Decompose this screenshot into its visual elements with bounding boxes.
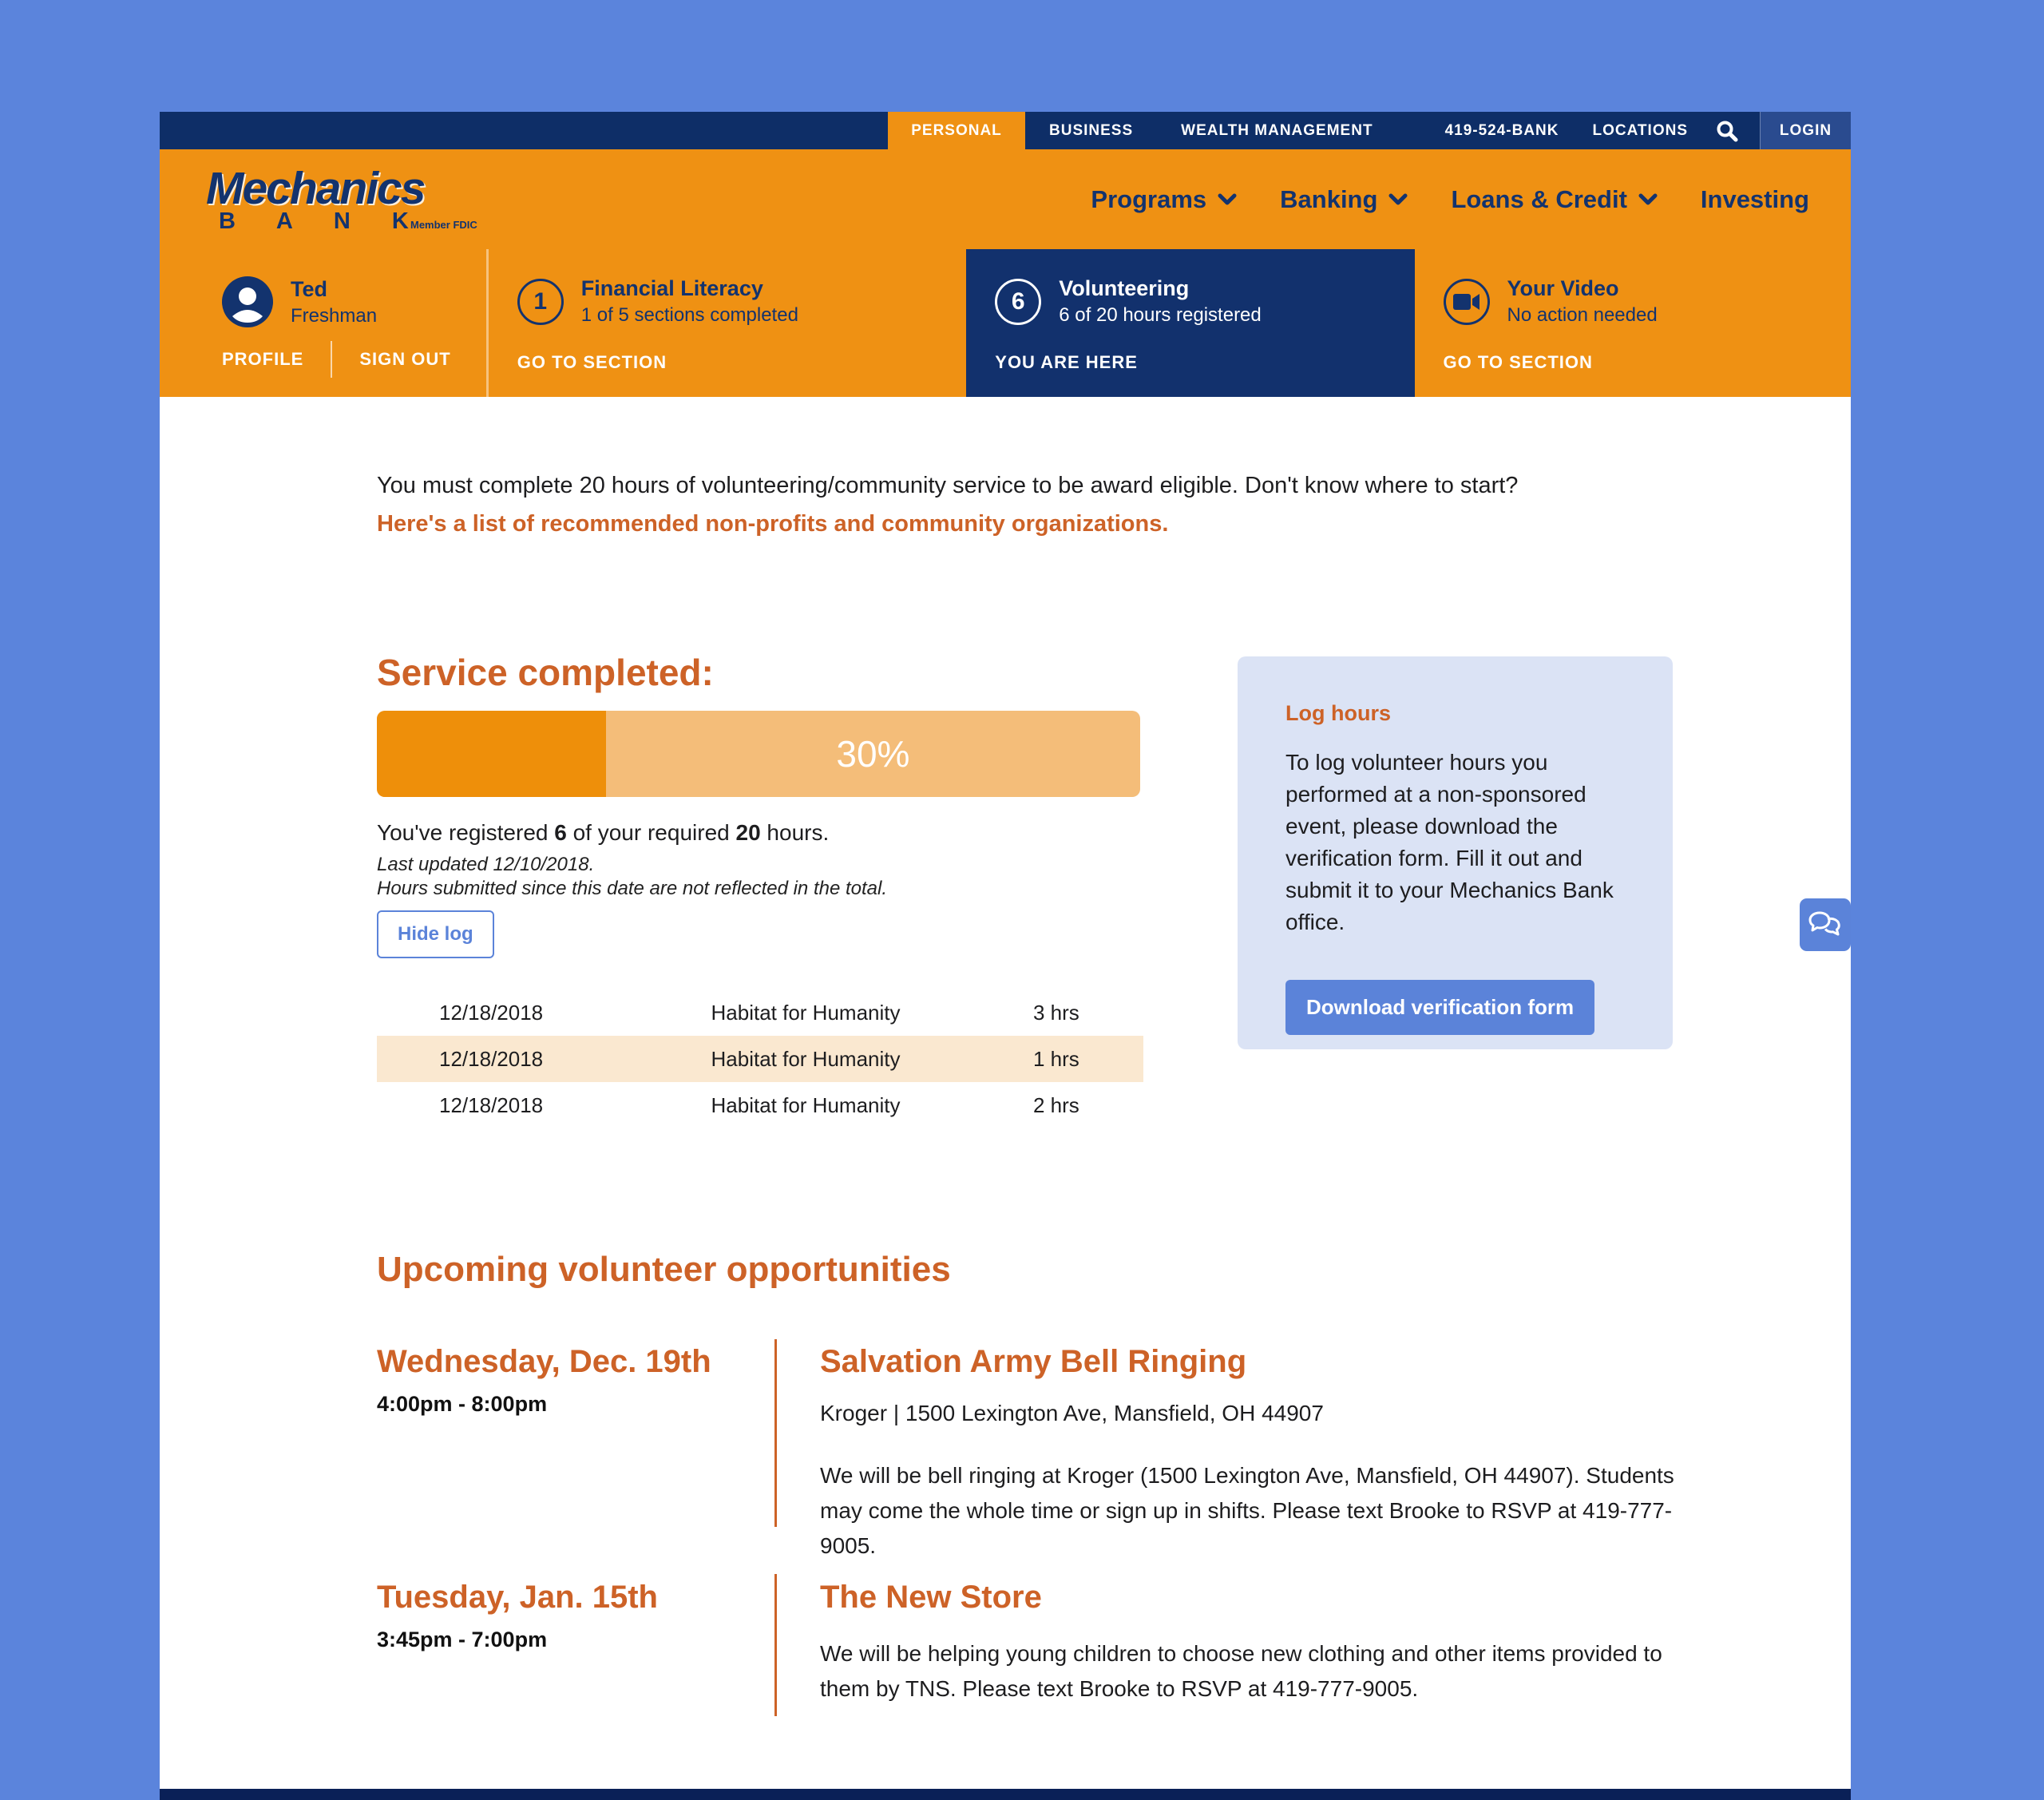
nav-investing[interactable]	[1701, 185, 1809, 214]
step-financial-literacy[interactable]	[486, 249, 967, 397]
upcoming-opportunities-heading: Upcoming volunteer opportunities	[377, 1250, 951, 1289]
registered-text: of your required	[566, 820, 736, 845]
registered-text: hours.	[760, 820, 830, 845]
progress-steps-bar	[160, 249, 1851, 397]
nav-programs[interactable]	[1091, 185, 1237, 214]
step-title: Financial Literacy	[580, 276, 763, 300]
registered-summary	[377, 820, 829, 846]
download-verification-form-button[interactable]: Download verification form	[1285, 980, 1594, 1035]
log-organization: Habitat for Humanity	[711, 1046, 901, 1071]
last-updated-note: Last updated 12/10/2018.	[377, 854, 595, 875]
log-organization: Habitat for Humanity	[711, 1092, 901, 1117]
member-fdic-label: Member FDIC	[410, 218, 477, 231]
go-to-section-link[interactable]: GO TO SECTION	[1443, 352, 1593, 372]
chevron-down-icon	[1638, 193, 1658, 205]
event-details	[820, 1344, 1694, 1564]
step-subtitle: No action needed	[1507, 304, 1658, 326]
nav-label: Investing	[1700, 184, 1809, 213]
site-footer	[160, 1789, 1851, 1800]
you-are-here-label: YOU ARE HERE	[995, 352, 1138, 372]
utility-navbar	[160, 112, 1851, 149]
event-time: 3:45pm - 7:00pm	[377, 1628, 548, 1651]
divider	[774, 1339, 777, 1527]
tab-business[interactable]: BUSINESS	[1049, 121, 1134, 139]
user-role: Freshman	[291, 304, 378, 327]
site-header	[160, 149, 1851, 249]
table-row	[377, 1082, 1143, 1128]
log-date: 12/18/2018	[439, 1000, 544, 1025]
divider	[331, 341, 332, 378]
step-user-profile	[160, 249, 486, 397]
logo-wordmark: Mechanics	[206, 162, 425, 214]
video-camera-icon	[1444, 279, 1490, 325]
event-details	[820, 1580, 1694, 1707]
log-organization: Habitat for Humanity	[711, 1000, 901, 1025]
user-name: Ted	[291, 276, 327, 301]
service-completed-heading: Service completed:	[377, 652, 714, 693]
nav-label: Banking	[1280, 184, 1378, 213]
intro-text: You must complete 20 hours of volunteering/community service to be award eligible. Don't know where to start?	[377, 473, 1519, 498]
login-button[interactable]: LOGIN	[1760, 112, 1851, 149]
main-content	[160, 397, 1851, 1789]
event-title: Salvation Army Bell Ringing	[820, 1344, 1247, 1379]
logo-bank-text: B A N K	[219, 208, 426, 234]
event-title: The New Store	[820, 1580, 1042, 1615]
log-hours-value: 3 hrs	[1033, 1000, 1079, 1025]
step-your-video[interactable]	[1415, 249, 1851, 397]
step-volunteering-active[interactable]	[966, 249, 1414, 397]
nav-loans-credit[interactable]	[1451, 185, 1657, 214]
phone-link[interactable]: 419-524-BANK	[1444, 121, 1559, 139]
nav-label: Loans & Credit	[1451, 184, 1627, 213]
step-number-badge: 6	[995, 279, 1041, 325]
log-date: 12/18/2018	[439, 1046, 544, 1071]
step-number-badge: 1	[517, 279, 564, 325]
sign-out-link[interactable]: SIGN OUT	[359, 349, 451, 369]
hours-disclaimer-note: Hours submitted since this date are not reflected in the total.	[377, 878, 888, 899]
event-time: 4:00pm - 8:00pm	[377, 1392, 548, 1416]
log-date: 12/18/2018	[439, 1092, 544, 1117]
log-hours-body: To log volunteer hours you performed at a non-sponsored event, please download the verification form. Fill it out and submit it to your Mechanics Bank office.	[1285, 750, 1614, 934]
chevron-down-icon	[1218, 193, 1237, 205]
locations-link[interactable]: LOCATIONS	[1592, 121, 1688, 139]
site-page	[160, 112, 1851, 1800]
log-hours-value: 2 hrs	[1033, 1092, 1079, 1117]
event-description: We will be helping young children to choose new clothing and other items provided to them by TNS. Please text Brooke to RSVP at 419-777-9005.	[820, 1641, 1662, 1701]
tab-personal[interactable]: PERSONAL	[888, 112, 1025, 149]
mechanics-bank-logo[interactable]	[206, 162, 477, 234]
step-subtitle: 1 of 5 sections completed	[580, 304, 798, 326]
utility-links	[1445, 112, 1760, 149]
table-row	[377, 989, 1143, 1036]
registered-required: 20	[735, 820, 761, 845]
event-description: We will be bell ringing at Kroger (1500 Lexington Ave, Mansfield, OH 44907). Students may come the whole time or sign up in shifts. Please text Brooke to RSVP at 419-777-9005.	[820, 1463, 1674, 1558]
log-hours-card	[1238, 656, 1673, 1049]
nav-banking[interactable]	[1280, 185, 1408, 214]
log-hours-value: 1 hrs	[1033, 1046, 1079, 1071]
go-to-section-link[interactable]: GO TO SECTION	[517, 352, 667, 372]
intro-paragraph	[377, 467, 1686, 542]
hide-log-button[interactable]: Hide log	[377, 910, 494, 958]
nav-label: Programs	[1091, 184, 1207, 213]
progress-fill	[377, 711, 606, 797]
chat-bubbles-icon	[1808, 910, 1842, 940]
profile-link[interactable]: PROFILE	[222, 349, 304, 369]
search-icon[interactable]	[1715, 119, 1739, 143]
volunteer-log-table	[377, 989, 1143, 1128]
event-date: Wednesday, Dec. 19th	[377, 1344, 711, 1379]
divider	[774, 1574, 777, 1716]
progress-percent-label: 30%	[836, 733, 910, 775]
chat-button[interactable]	[1800, 898, 1851, 951]
nonprofits-list-link[interactable]: Here's a list of recommended non-profits and community organizations.	[377, 511, 1169, 537]
user-avatar-icon	[222, 276, 273, 327]
chevron-down-icon	[1388, 193, 1408, 205]
step-title: Volunteering	[1059, 276, 1190, 300]
step-title: Your Video	[1507, 276, 1619, 300]
service-progress-bar	[377, 711, 1140, 797]
registered-text: You've registered	[377, 820, 555, 845]
log-hours-title: Log hours	[1285, 701, 1391, 725]
main-navigation	[1091, 185, 1809, 214]
registered-hours: 6	[554, 820, 567, 845]
tab-wealth-management[interactable]: WEALTH MANAGEMENT	[1181, 121, 1373, 139]
event-date: Tuesday, Jan. 15th	[377, 1580, 658, 1615]
step-subtitle: 6 of 20 hours registered	[1059, 304, 1262, 326]
event-location: Kroger | 1500 Lexington Ave, Mansfield, OH 44907	[820, 1401, 1324, 1425]
table-row-highlighted	[377, 1036, 1143, 1082]
